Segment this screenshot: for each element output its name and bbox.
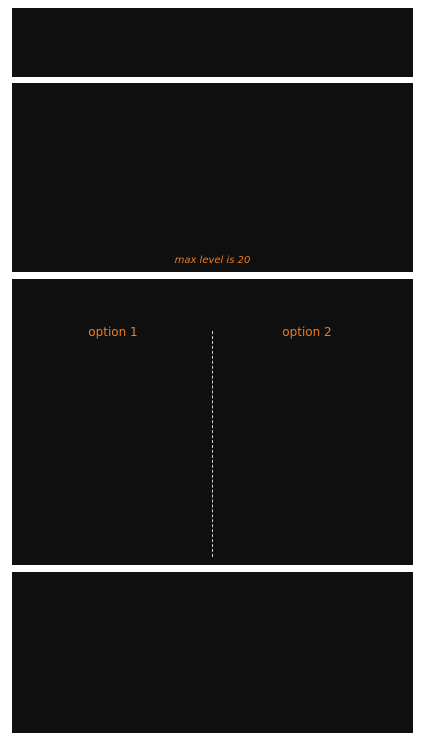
top-panel	[12, 8, 413, 77]
max-level-note: max level is 20	[174, 255, 251, 266]
option-2-button[interactable]: option 2	[282, 325, 332, 339]
option-1-button[interactable]: option 1	[88, 325, 138, 339]
options-panel	[12, 279, 413, 565]
bottom-panel	[12, 572, 413, 733]
level-panel	[12, 83, 413, 272]
option-divider	[212, 331, 213, 557]
